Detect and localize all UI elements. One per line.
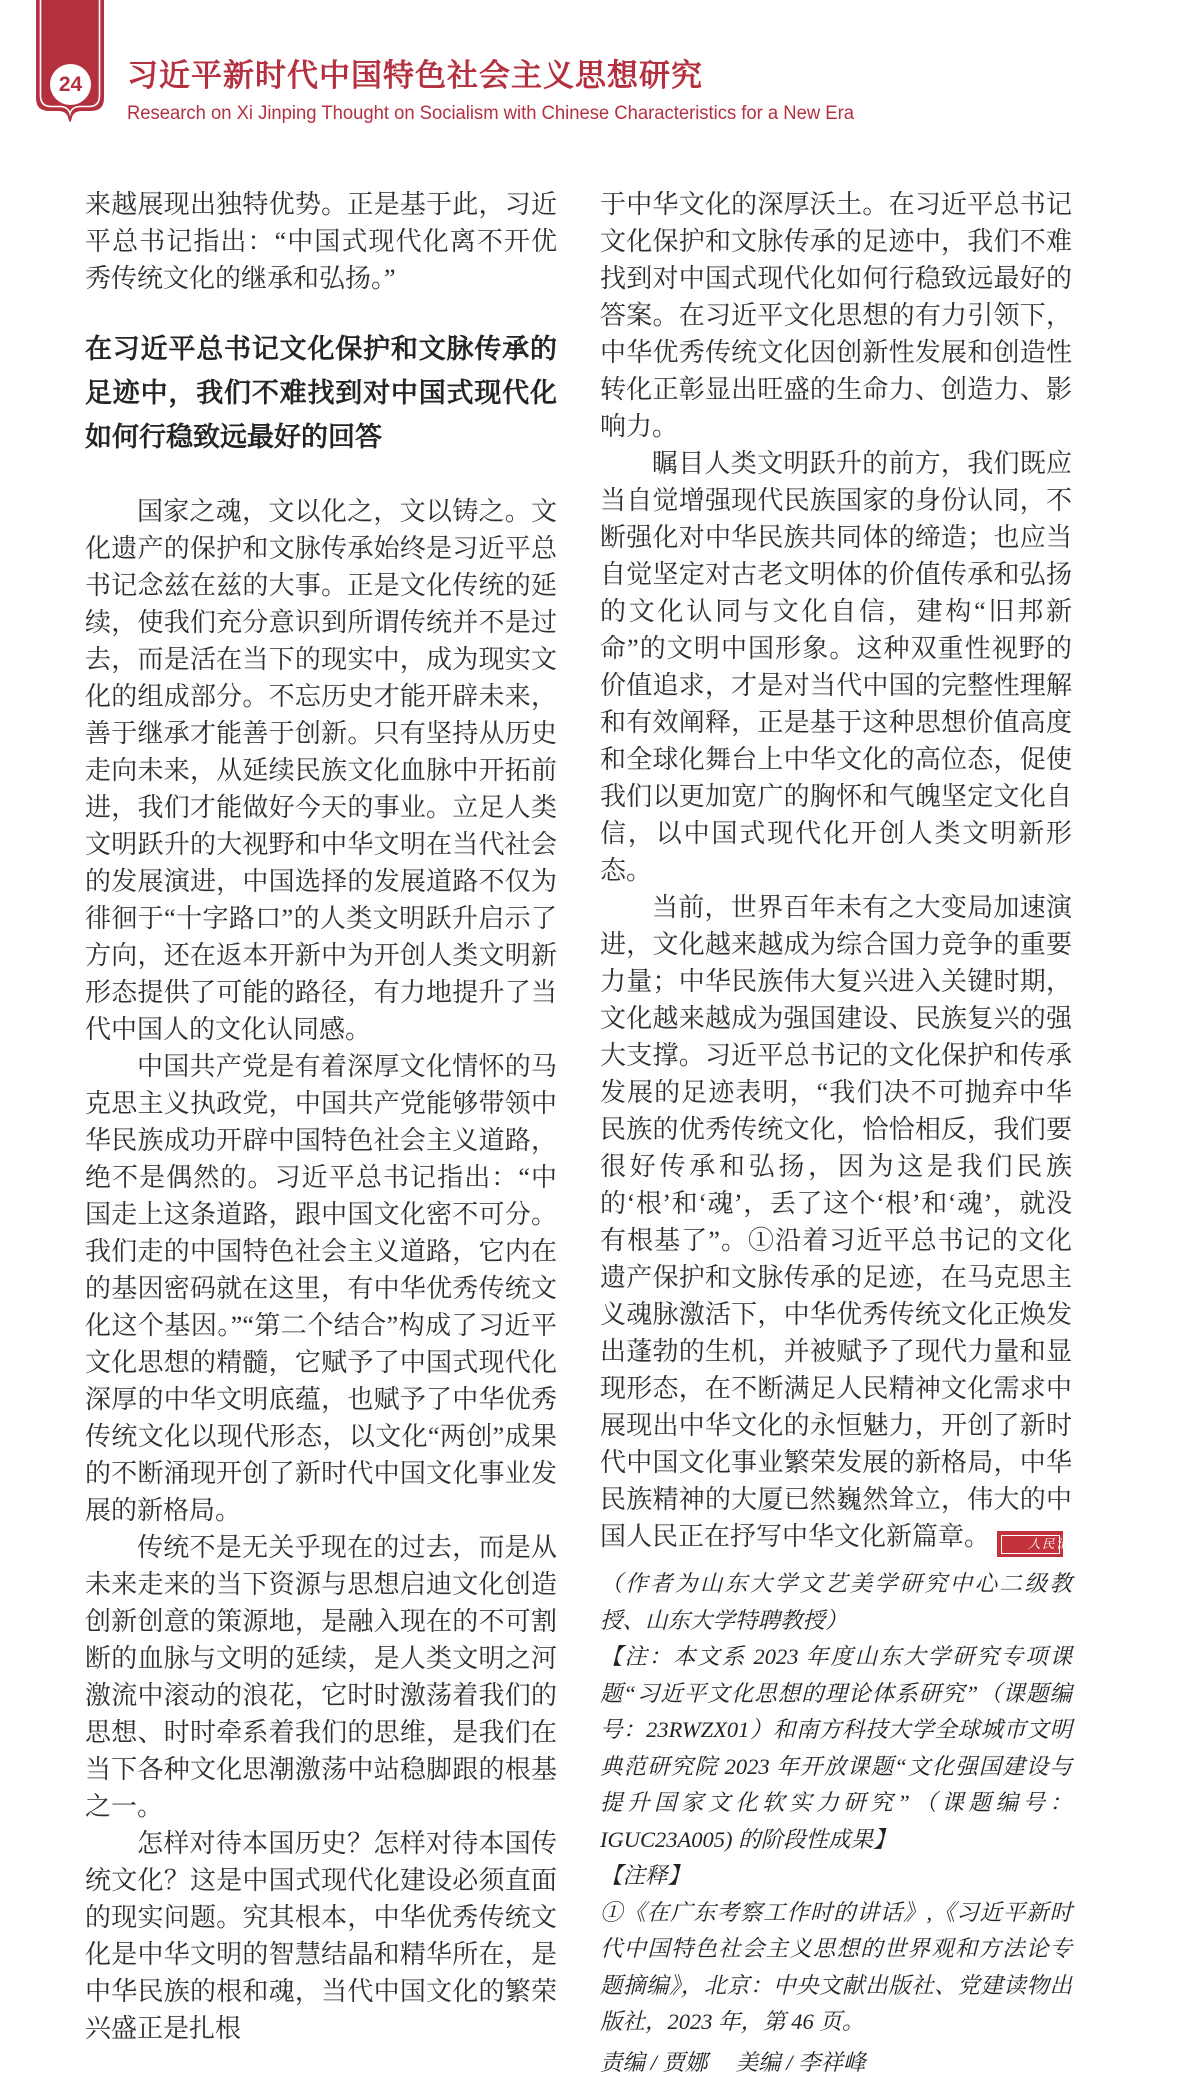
left-column: [85, 186, 557, 2081]
article-body: [85, 186, 1085, 2081]
right-column: [600, 186, 1085, 2081]
paragraph-continuation: 来越展现出独特优势。正是基于此，习近平总书记指出：“中国式现代化离不开优秀传统文化的继承和弘扬。”: [85, 189, 557, 293]
column-title-english: Research on Xi Jinping Thought on Socialism with Chinese Characteristics for a New Era: [127, 103, 854, 125]
stamp-text: 人民论坛: [1001, 1535, 1060, 1554]
paragraph: 怎样对待本国历史？怎样对待本国传统文化？这是中国式现代化建设必须直面的现实问题。究其根本，中华优秀传统文化是中华文明的智慧结晶和精华所在，是中华民族的根和魂，当代中国文化的繁荣兴盛正是扎根: [85, 1828, 557, 2043]
editors-credit: 责编 / 贾娜 美编 / 李祥峰: [600, 2049, 866, 2075]
fund-note: 【注：本文系 2023 年度山东大学研究专项课题“习近平文化思想的理论体系研究”（课题编号：23RWZX01）和南方科技大学全球城市文明典范研究院 2023 年开放课题“文化强国建设与提升国家文化软实力研究”（课题编号：IGUC23A005) 的阶段性成果】: [600, 1644, 1072, 1852]
paragraph: 瞩目人类文明跃升的前方，我们既应当自觉增强现代民族国家的身份认同，不断强化对中华民族共同体的缔造；也应当自觉坚定对古老文明体的价值传承和弘扬的文化认同与文化自信，建构“旧邦新命”的文明中国形象。这种双重性视野的价值追求，才是对当代中国的完整性理解和有效阐释，正是基于这种思想价值高度和全球化舞台上中华文化的高位态，促使我们以更加宽广的胸怀和气魄坚定文化自信，以中国式现代化开创人类文明新形态。: [600, 448, 1072, 885]
paragraph: 中国共产党是有着深厚文化情怀的马克思主义执政党，中国共产党能够带领中华民族成功开辟中国特色社会主义道路，绝不是偶然的。习近平总书记指出：“中国走上这条道路，跟中国文化密不可分。我们走的中国特色社会主义道路，它内在的基因密码就在这里，有中华优秀传统文化这个基因。”“第二个结合”构成了习近平文化思想的精髓，它赋予了中国式现代化深厚的中华文明底蕴，也赋予了中华优秀传统文化以现代形态，以文化“两创”成果的不断涌现开创了新时代中国文化事业发展的新格局。: [85, 1051, 557, 1525]
paragraph: 国家之魂，文以化之，文以铸之。文化遗产的保护和文脉传承始终是习近平总书记念兹在兹的大事。正是文化传统的延续，使我们充分意识到所谓传统并不是过去，而是活在当下的现实中，成为现实文化的组成部分。不忘历史才能开辟未来，善于继承才能善于创新。只有坚持从历史走向未来，从延续民族文化血脉中开拓前进，我们才能做好今天的事业。立足人类文明跃升的大视野和中华文明在当代社会的发展演进，中国选择的发展道路不仅为徘徊于“十字路口”的人类文明跃升启示了方向，还在返本开新中为开创人类文明新形态提供了可能的路径，有力地提升了当代中国人的文化认同感。: [85, 496, 557, 1044]
paragraph-with-stamp: [600, 889, 1085, 1556]
page-number-ribbon: [35, 0, 105, 134]
page-number-badge: [50, 64, 91, 105]
paragraph: 传统不是无关乎现在的过去，而是从未来走来的当下资源与思想启迪文化创造创新创意的策源地，是融入现在的不可割断的血脉与文明的延续，是人类文明之河激流中滚动的浪花，它时时激荡着我们的思想、时时牵系着我们的思维，是我们在当下各种文化思潮激荡中站稳脚跟的根基之一。: [85, 1532, 557, 1821]
column-title-chinese: 习近平新时代中国特色社会主义思想研究: [127, 58, 703, 93]
column-titles: [127, 0, 1190, 126]
page-header: [0, 0, 1190, 126]
paragraph-continuation: 于中华文化的深厚沃土。在习近平总书记文化保护和文脉传承的足迹中，我们不难找到对中国式现代化如何行稳致远最好的答案。在习近平文化思想的有力引领下，中华优秀传统文化因创新性发展和创造性转化正彰显出旺盛的生命力、创造力、影响力。: [600, 189, 1072, 441]
notes-header: 【注释】: [600, 1863, 691, 1889]
people-tribune-stamp-logo: [998, 1532, 1085, 1556]
article-footnotes: [600, 1566, 1072, 2081]
author-note: （作者为山东大学文艺美学研究中心二级教授、山东大学特聘教授）: [600, 1571, 1072, 1633]
section-subheading: 在习近平总书记文化保护和文脉传承的足迹中，我们不难找到对中国式现代化如何行稳致远最好的回答: [85, 333, 557, 452]
footnote-1: ①《在广东考察工作时的讲话》,《习近平新时代中国特色社会主义思想的世界观和方法论专题摘编》，北京：中央文献出版社、党建读物出版社，2023 年，第 46 页。: [600, 1899, 1072, 2035]
paragraph-text: 当前，世界百年未有之大变局加速演进，文化越来越成为综合国力竞争的重要力量；中华民族伟大复兴进入关键时期，文化越来越成为强国建设、民族复兴的强大支撑。习近平总书记的文化保护和传承发展的足迹表明，“我们决不可抛弃中华民族的优秀传统文化，恰恰相反，我们要很好传承和弘扬，因为这是我们民族的‘根’和‘魂’，丢了这个‘根’和‘魂’，就没有根基了”。①沿着习近平总书记的文化遗产保护和文脉传承的足迹，在马克思主义魂脉激活下，中华优秀传统文化正焕发出蓬勃的生机，并被赋予了现代力量和显现形态，在不断满足人民精神文化需求中展现出中华文化的永恒魅力，开创了新时代中国文化事业繁荣发展的新格局，中华民族精神的大厦已然巍然耸立，伟大的中国人民正在抒写中华文化新篇章。: [600, 892, 1072, 1551]
page-number: 24: [58, 72, 83, 96]
